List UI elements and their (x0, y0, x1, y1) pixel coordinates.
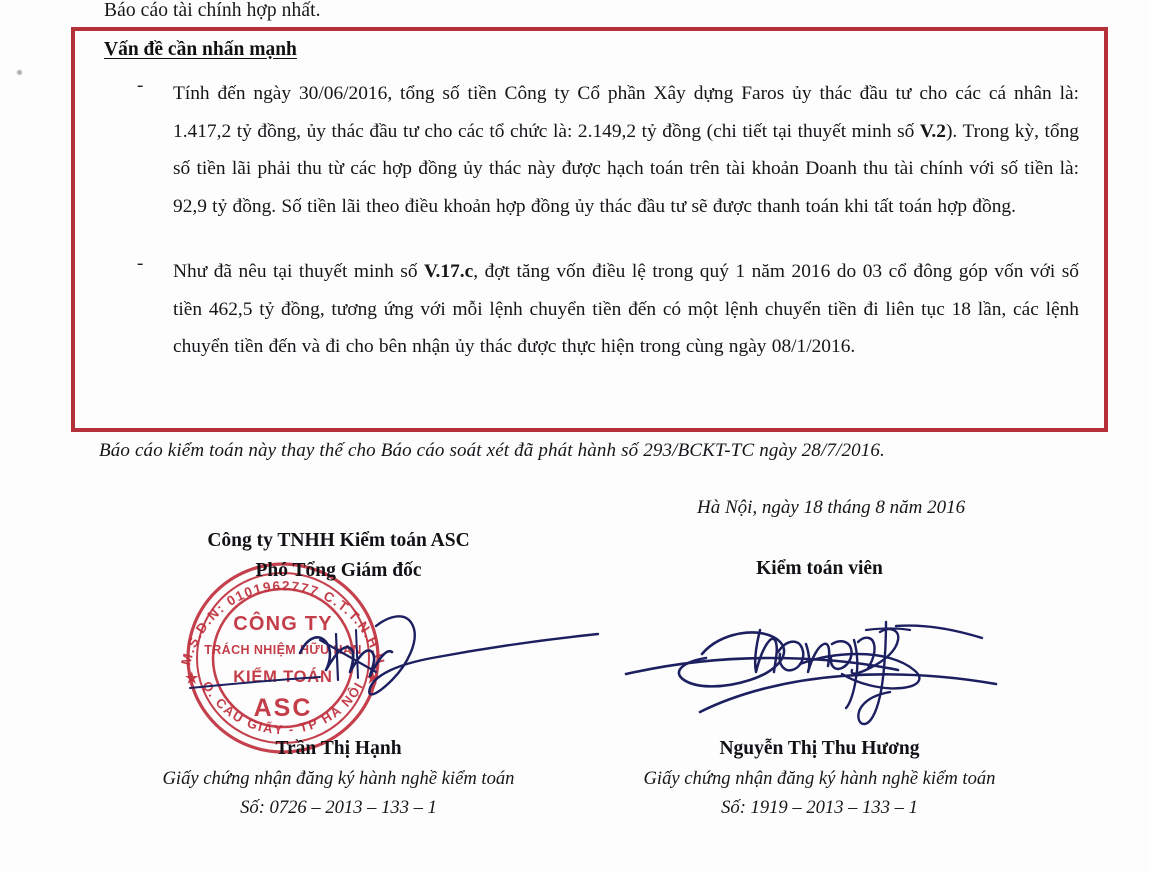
svg-text:M.S.D.N: 0101962777 C.T.T.N.H: M.S.D.N: 0101962777 C.T.T.N.H.H (178, 578, 388, 667)
svg-text:ASC: ASC (253, 694, 313, 722)
item2-text-before-bold: Như đã nêu tại thuyết minh số (173, 261, 425, 282)
bullet-dash: - (137, 75, 144, 96)
audit-company-name: Công ty TNHH Kiểm toán ASC (207, 530, 470, 551)
emphasis-item-1 (104, 75, 1079, 225)
certificate-label-right: Giấy chứng nhận đăng ký hành nghề kiểm toán (643, 768, 996, 789)
item1-note-ref: V.2 (919, 120, 946, 142)
scan-speck-artifact (17, 70, 22, 75)
signature-block-left (96, 528, 581, 584)
signer-role-left: Phó Tổng Giám đốc (255, 560, 422, 581)
signer-role-right: Kiểm toán viên (756, 558, 883, 579)
svg-text:Q. CẦU GIẤY - TP HÀ NỘI: Q. CẦU GIẤY - TP HÀ NỘI (199, 678, 367, 738)
signer-name-right: Nguyễn Thị Thu Hương (719, 738, 920, 759)
emphasis-heading: Vấn đề cần nhấn mạnh (104, 39, 297, 60)
item2-text-after-bold: , đợt tăng vốn điều lệ trong quý 1 năm 2016 do 03 cổ đông góp vốn với số tiền 462,5 tỷ đồng, tương ứng với mỗi lệnh chuyển tiền đến có một lệnh chuyển tiền đi liên tục 18 lần, các lệnh chuyển tiền đến và đi cho bên nhận ủy thác được thực hiện trong cùng ngày 08/1/2016. (173, 261, 1079, 357)
item1-text-before-bold: Tính đến ngày 30/06/2016, tổng số tiền Công ty Cổ phần Xây dựng Faros ủy thác đầu tư cho các cá nhân là: 1.417,2 tỷ đồng, ủy thác đầu tư cho các tổ chức là: 2.149,2 tỷ đồng (chi tiết tại thuyết minh số (173, 83, 1079, 142)
item1-text-after-bold: ). Trong kỳ, tổng số tiền lãi phải thu từ các hợp đồng ủy thác này được hạch toán trên tài khoản Doanh thu tài chính với số tiền là: 92,9 tỷ đồng. Số tiền lãi theo điều khoản hợp đồng ủy thác đầu tư sẽ được thanh toán khi tất toán hợp đồng. (173, 120, 1079, 217)
svg-text:★: ★ (185, 670, 199, 687)
signer-name-left: Trần Thị Hạnh (275, 738, 402, 759)
certificate-label-left: Giấy chứng nhận đăng ký hành nghề kiểm toán (162, 768, 515, 789)
bullet-dash: - (137, 253, 144, 274)
signer-identity-right (577, 735, 1062, 821)
signature-block-right (577, 552, 1062, 582)
emphasis-item-2-text (173, 253, 1079, 366)
certificate-number-right: Số: 1919 – 2013 – 133 – 1 (721, 797, 918, 818)
svg-text:TRÁCH NHIỆM HỮU HẠN: TRÁCH NHIỆM HỮU HẠN (204, 643, 362, 657)
signature-right (610, 596, 1010, 756)
emphasis-item-1-text (173, 75, 1079, 225)
certificate-number-left: Số: 0726 – 2013 – 133 – 1 (240, 797, 437, 818)
emphasis-of-matter-box (71, 27, 1108, 432)
svg-text:★: ★ (366, 670, 380, 687)
place-and-date: Hà Nội, ngày 18 tháng 8 năm 2016 (697, 497, 966, 518)
emphasis-item-2 (104, 253, 1079, 366)
item2-note-ref: V.17.c (424, 261, 474, 282)
signer-identity-left (96, 735, 581, 821)
replacement-note: Báo cáo kiểm toán này thay thế cho Báo cáo soát xét đã phát hành số 293/BCKT-TC ngày 28/7/2016. (99, 440, 885, 461)
company-seal-stamp (168, 558, 398, 758)
preceding-sentence: Báo cáo tài chính hợp nhất. (104, 0, 321, 21)
svg-text:CÔNG TY: CÔNG TY (233, 613, 333, 635)
svg-text:KIỂM TOÁN: KIỂM TOÁN (233, 668, 333, 686)
